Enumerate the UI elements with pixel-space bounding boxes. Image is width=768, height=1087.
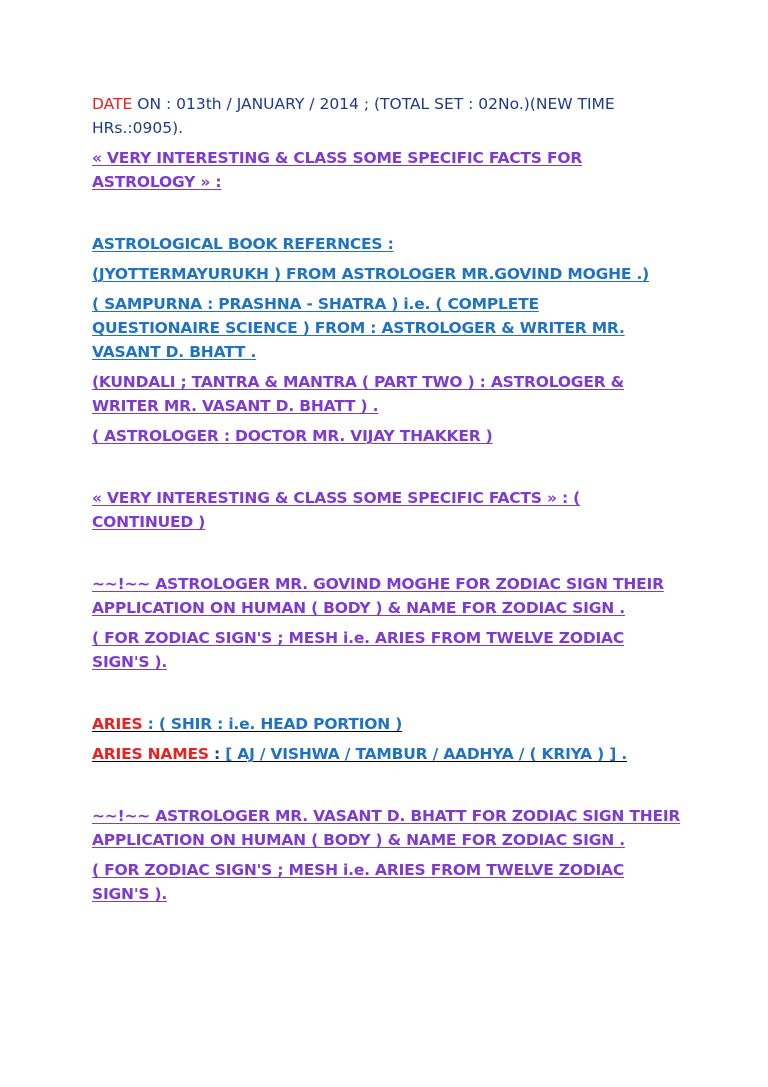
moghe-section-line-4: SIGN'S ). <box>92 653 168 671</box>
intro-heading-line-2: ASTROLOGY » : <box>92 173 222 191</box>
reference-2-line-2: QUESTIONAIRE SCIENCE ) FROM : ASTROLOGER & WRITER MR. <box>92 319 625 337</box>
reference-4: ( ASTROLOGER : DOCTOR MR. VIJAY THAKKER ) <box>92 427 493 445</box>
date-text: ON : 013th / JANUARY / 2014 ; (TOTAL SET : 02No.)(NEW TIME <box>132 95 615 113</box>
aries-names-line <box>92 742 692 766</box>
bhatt-section-line-3: ( FOR ZODIAC SIGN'S ; MESH i.e. ARIES FROM TWELVE ZODIAC <box>92 861 625 879</box>
reference-3-line-2: WRITER MR. VASANT D. BHATT ) . <box>92 397 379 415</box>
bhatt-section-line-1: ~~!~~ ASTROLOGER MR. VASANT D. BHATT FOR ZODIAC SIGN THEIR <box>92 807 681 825</box>
date-line-2: HRs.:0905). <box>92 119 184 137</box>
aries-body-text: : ( SHIR : i.e. HEAD PORTION ) <box>142 715 403 733</box>
aries-label: ARIES <box>92 715 143 733</box>
aries-body-line <box>92 712 692 736</box>
reference-2-line-1: ( SAMPURNA : PRASHNA - SHATRA ) i.e. ( COMPLETE <box>92 295 539 313</box>
aries-names-label: ARIES NAMES <box>92 745 209 763</box>
continued-heading-line-2: CONTINUED ) <box>92 513 206 531</box>
moghe-section-line-2: APPLICATION ON HUMAN ( BODY ) & NAME FOR ZODIAC SIGN . <box>92 599 625 617</box>
reference-1: (JYOTTERMAYURUKH ) FROM ASTROLOGER MR.GOVIND MOGHE .) <box>92 265 650 283</box>
date-label: DATE <box>92 95 133 113</box>
reference-3-line-1: (KUNDALI ; TANTRA & MANTRA ( PART TWO ) : ASTROLOGER & <box>92 373 624 391</box>
references-heading: ASTROLOGICAL BOOK REFERNCES : <box>92 235 394 253</box>
intro-heading-line-1: « VERY INTERESTING & CLASS SOME SPECIFIC FACTS FOR <box>92 149 583 167</box>
document-page <box>92 92 692 906</box>
aries-names-text: [ AJ / VISHWA / TAMBUR / AADHYA / ( KRIYA ) ] . <box>225 745 628 763</box>
moghe-section-line-3: ( FOR ZODIAC SIGN'S ; MESH i.e. ARIES FROM TWELVE ZODIAC <box>92 629 625 647</box>
moghe-section-line-1: ~~!~~ ASTROLOGER MR. GOVIND MOGHE FOR ZODIAC SIGN THEIR <box>92 575 664 593</box>
bhatt-section-line-4: SIGN'S ). <box>92 885 168 903</box>
continued-heading-line-1: « VERY INTERESTING & CLASS SOME SPECIFIC FACTS » : ( <box>92 489 581 507</box>
aries-names-colon: : <box>208 745 226 763</box>
date-line <box>92 92 692 116</box>
reference-2-line-3: VASANT D. BHATT . <box>92 343 257 361</box>
bhatt-section-line-2: APPLICATION ON HUMAN ( BODY ) & NAME FOR ZODIAC SIGN . <box>92 831 625 849</box>
